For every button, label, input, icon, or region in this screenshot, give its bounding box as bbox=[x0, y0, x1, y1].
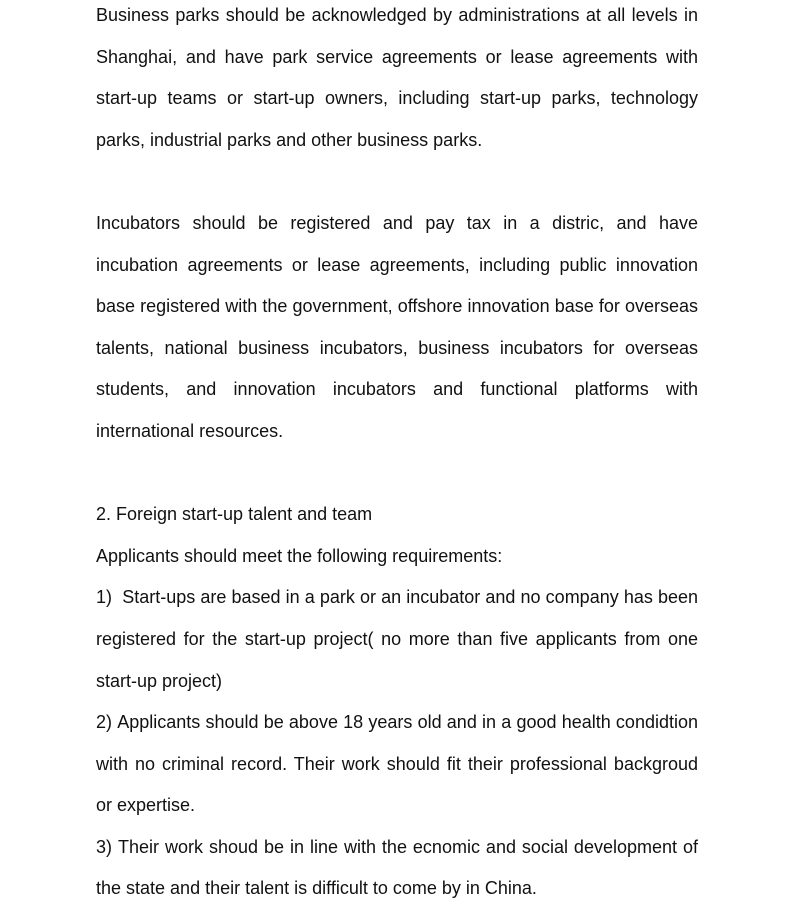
paragraph-gap bbox=[96, 453, 698, 495]
requirements-intro: Applicants should meet the following requirements: bbox=[96, 545, 503, 566]
paragraph-gap bbox=[96, 161, 698, 203]
section-heading: 2. Foreign start-up talent and team bbox=[96, 504, 373, 525]
document-page bbox=[96, 0, 698, 910]
requirement-item-2: 2) Applicants should be above 18 years old and in a good health condidtion with no criminal record. Their work should fit their professional backgroud or expertise. bbox=[96, 712, 698, 816]
requirement-item-1: 1) Start-ups are based in a park or an incubator and no company has been registered for the start-up project( no more than five applicants from one start-up project) bbox=[96, 587, 698, 691]
paragraph-incubators: Incubators should be registered and pay tax in a distric, and have incubation agreements or lease agreements, including public innovation base registered with the government, offshore innovation base for overseas talents, national business incubators, business incubators for overseas students, and innovation incubators and functional platforms with international resources. bbox=[96, 212, 698, 441]
paragraph-business-parks: Business parks should be acknowledged by administrations at all levels in Shanghai, and have park service agreements or lease agreements with start-up teams or start-up owners, including start-up parks, technology parks, industrial parks and other business parks. bbox=[96, 5, 698, 150]
requirement-item-3: 3) Their work shoud be in line with the ecnomic and social development of the state and their talent is difficult to come by in China. bbox=[96, 836, 698, 899]
